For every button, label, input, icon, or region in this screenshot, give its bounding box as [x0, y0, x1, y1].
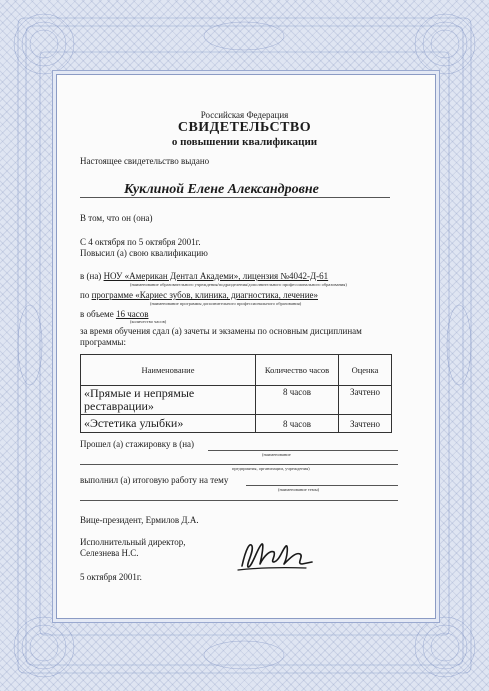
improved-text: Повысил (а) свою квалификацию [80, 248, 208, 258]
col-header-hours: Количество часов [256, 355, 339, 386]
volume-caption: (количество часов) [130, 319, 167, 324]
disciplines-table [80, 354, 392, 433]
issue-date: 5 октября 2001г. [80, 572, 142, 582]
program-name: программе «Кариес зубов, клиника, диагностика, лечение» [91, 290, 319, 300]
institution-name: НОУ «Американ Дентал Академи», лицензия №4042-Д-61 [103, 271, 329, 281]
final-work-line-2 [80, 500, 398, 501]
col-header-name: Наименование [81, 355, 256, 386]
page-title: СВИДЕТЕЛЬСТВО [177, 120, 312, 135]
director-title: Исполнительный директор, [80, 537, 186, 547]
discipline-hours: 8 часов [256, 415, 339, 433]
discipline-hours: 8 часов [256, 386, 339, 415]
institution-caption: (наименование образовательного учреждения/подразделения/дополнительного профессионального образования) [130, 282, 347, 287]
recipient-name: Куклиной Елене Александровне [124, 182, 319, 197]
exams-text: за время обучения сдал (а) зачеты и экзамены по основным дисциплинам программы: [80, 326, 362, 347]
internship-caption-1: (наименование [262, 452, 291, 457]
issued-text: Настоящее свидетельство выдано [80, 156, 210, 166]
table-header-row [81, 355, 392, 386]
internship-line [208, 450, 398, 451]
federation-label: Российская Федерация [200, 110, 289, 120]
institution-prefix: в (на) [80, 271, 102, 281]
vice-president-signature-text: Вице-президент, Ермилов Д.А. [80, 515, 199, 525]
discipline-grade: Зачтено [339, 386, 392, 415]
final-work-caption: (наименование темы) [278, 487, 320, 492]
table-row [81, 415, 392, 433]
internship-caption-2: предприятия, организации, учреждения) [232, 466, 310, 471]
col-header-grade: Оценка [339, 355, 392, 386]
discipline-name: «Прямые и непрямые реставрации» [81, 386, 256, 415]
page-subtitle: о повышении квалификации [171, 136, 318, 148]
volume-prefix: в объеме [80, 309, 114, 319]
discipline-name: «Эстетика улыбки» [81, 415, 256, 433]
recipient-line [80, 197, 390, 198]
that-text: В том, что он (она) [80, 213, 153, 223]
internship-line-2 [80, 464, 398, 465]
program-caption: (наименование программы дополнительного профессионального образования) [150, 301, 302, 306]
final-work-text: выполнил (а) итоговую работу на тему [80, 475, 229, 485]
volume-value: 16 часов [115, 309, 149, 319]
director-name: Селезнева Н.С. [80, 548, 139, 558]
program-prefix: по [80, 290, 90, 300]
handwritten-signature [236, 534, 316, 576]
discipline-grade: Зачтено [339, 415, 392, 433]
study-period: С 4 октября по 5 октября 2001г. [80, 237, 201, 247]
table-row [81, 386, 392, 415]
internship-text: Прошел (а) стажировку в (на) [80, 439, 195, 449]
final-work-line [246, 485, 398, 486]
